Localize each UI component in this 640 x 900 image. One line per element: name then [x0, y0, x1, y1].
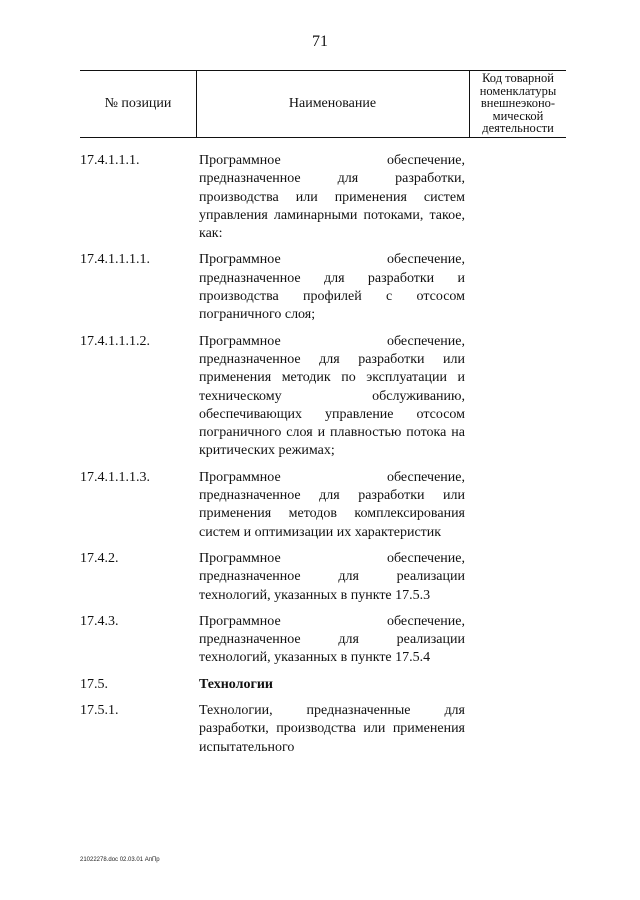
table-header-bottom-rule — [80, 137, 566, 138]
page-number: 71 — [312, 33, 328, 50]
row-number: 17.4.1.1.1.2. — [80, 333, 150, 349]
row-text: Программное обеспечение, предназначенное для реализации технологий, указанных в пункте 17.5.4 — [199, 613, 465, 666]
table-row — [80, 152, 566, 243]
row-number: 17.4.2. — [80, 550, 119, 566]
table-row — [80, 333, 566, 461]
header-code-line: деятельности — [482, 121, 554, 136]
section-heading: Технологии — [199, 676, 273, 692]
row-text: Программное обеспечение, предназначенное для разработки или применения методов комплексирования систем и оптимизации их характеристик — [199, 469, 465, 540]
table-row — [80, 676, 566, 694]
row-number: 17.4.1.1.1.1. — [80, 252, 150, 268]
row-number: 17.4.1.1.1. — [80, 153, 140, 168]
document-footer: 21022278.doc 02.03.01 АпПр — [80, 857, 160, 863]
header-code — [470, 70, 566, 137]
table-row — [80, 251, 566, 324]
table-row — [80, 550, 566, 605]
table-row — [80, 469, 566, 542]
row-number: 17.5.1. — [80, 703, 119, 719]
row-number: 17.5. — [80, 676, 108, 692]
table-row — [80, 613, 566, 668]
row-number: 17.4.3. — [80, 613, 119, 629]
header-code-line: мической — [492, 108, 544, 123]
header-code-line: внешнеэконо- — [480, 96, 556, 111]
row-text: Программное обеспечение, предназначенное для разработки, производства или применения систем управления ламинарными потоками, такое, как: — [199, 153, 465, 242]
row-text: Программное обеспечение, предназначенное для разработки и производства профилей с отсосом пограничного слоя; — [199, 252, 465, 323]
header-code-line: номенклатуры — [479, 83, 557, 98]
header-code-line: Код товарной — [482, 71, 554, 86]
row-text: Программное обеспечение, предназначенное для реализации технологий, указанных в пункте 17.5.3 — [199, 550, 465, 603]
table-row — [80, 702, 566, 757]
row-number: 17.4.1.1.1.3. — [80, 469, 150, 485]
row-text: Программное обеспечение, предназначенное для разработки или применения методик по эксплуатации и техническому обслуживанию, обеспечивающих управление отсосом пограничного слоя и плавностью потока на критических режимах; — [199, 333, 465, 459]
header-name — [196, 70, 469, 137]
row-text: Технологии, предназначенные для разработки, производства или применения испытательного — [199, 703, 465, 755]
table-body — [80, 152, 566, 765]
header-position — [80, 70, 196, 137]
header-position-label: № позиции — [104, 95, 172, 111]
header-name-label: Наименование — [288, 95, 377, 111]
